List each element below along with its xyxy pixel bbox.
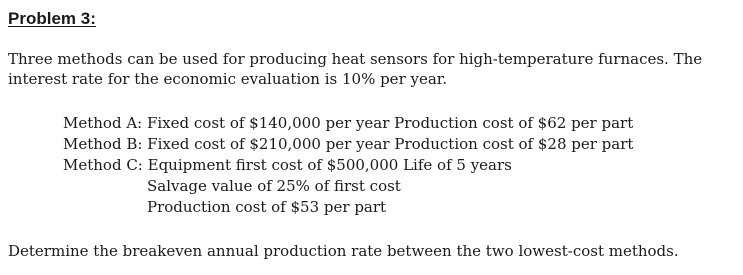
problem-question: Determine the breakeven annual production rate between the two lowest-cost methods. xyxy=(8,242,679,260)
method-c-line: Method C: Equipment first cost of $500,000 Life of 5 years xyxy=(63,156,512,174)
problem-heading: Problem 3: xyxy=(8,9,96,28)
problem-intro: Three methods can be used for producing heat sensors for high-temperature furnaces. The interest rate for the economic evaluation is 10% per year. xyxy=(8,50,703,88)
method-b-line: Method B: Fixed cost of $210,000 per year Production cost of $28 per part xyxy=(63,135,634,153)
methods-list xyxy=(63,113,633,218)
method-a-line: Method A: Fixed cost of $140,000 per year Production cost of $62 per part xyxy=(63,114,634,132)
method-c-production-line: Production cost of $53 per part xyxy=(147,198,387,216)
method-c-salvage-line: Salvage value of 25% of first cost xyxy=(147,177,401,195)
